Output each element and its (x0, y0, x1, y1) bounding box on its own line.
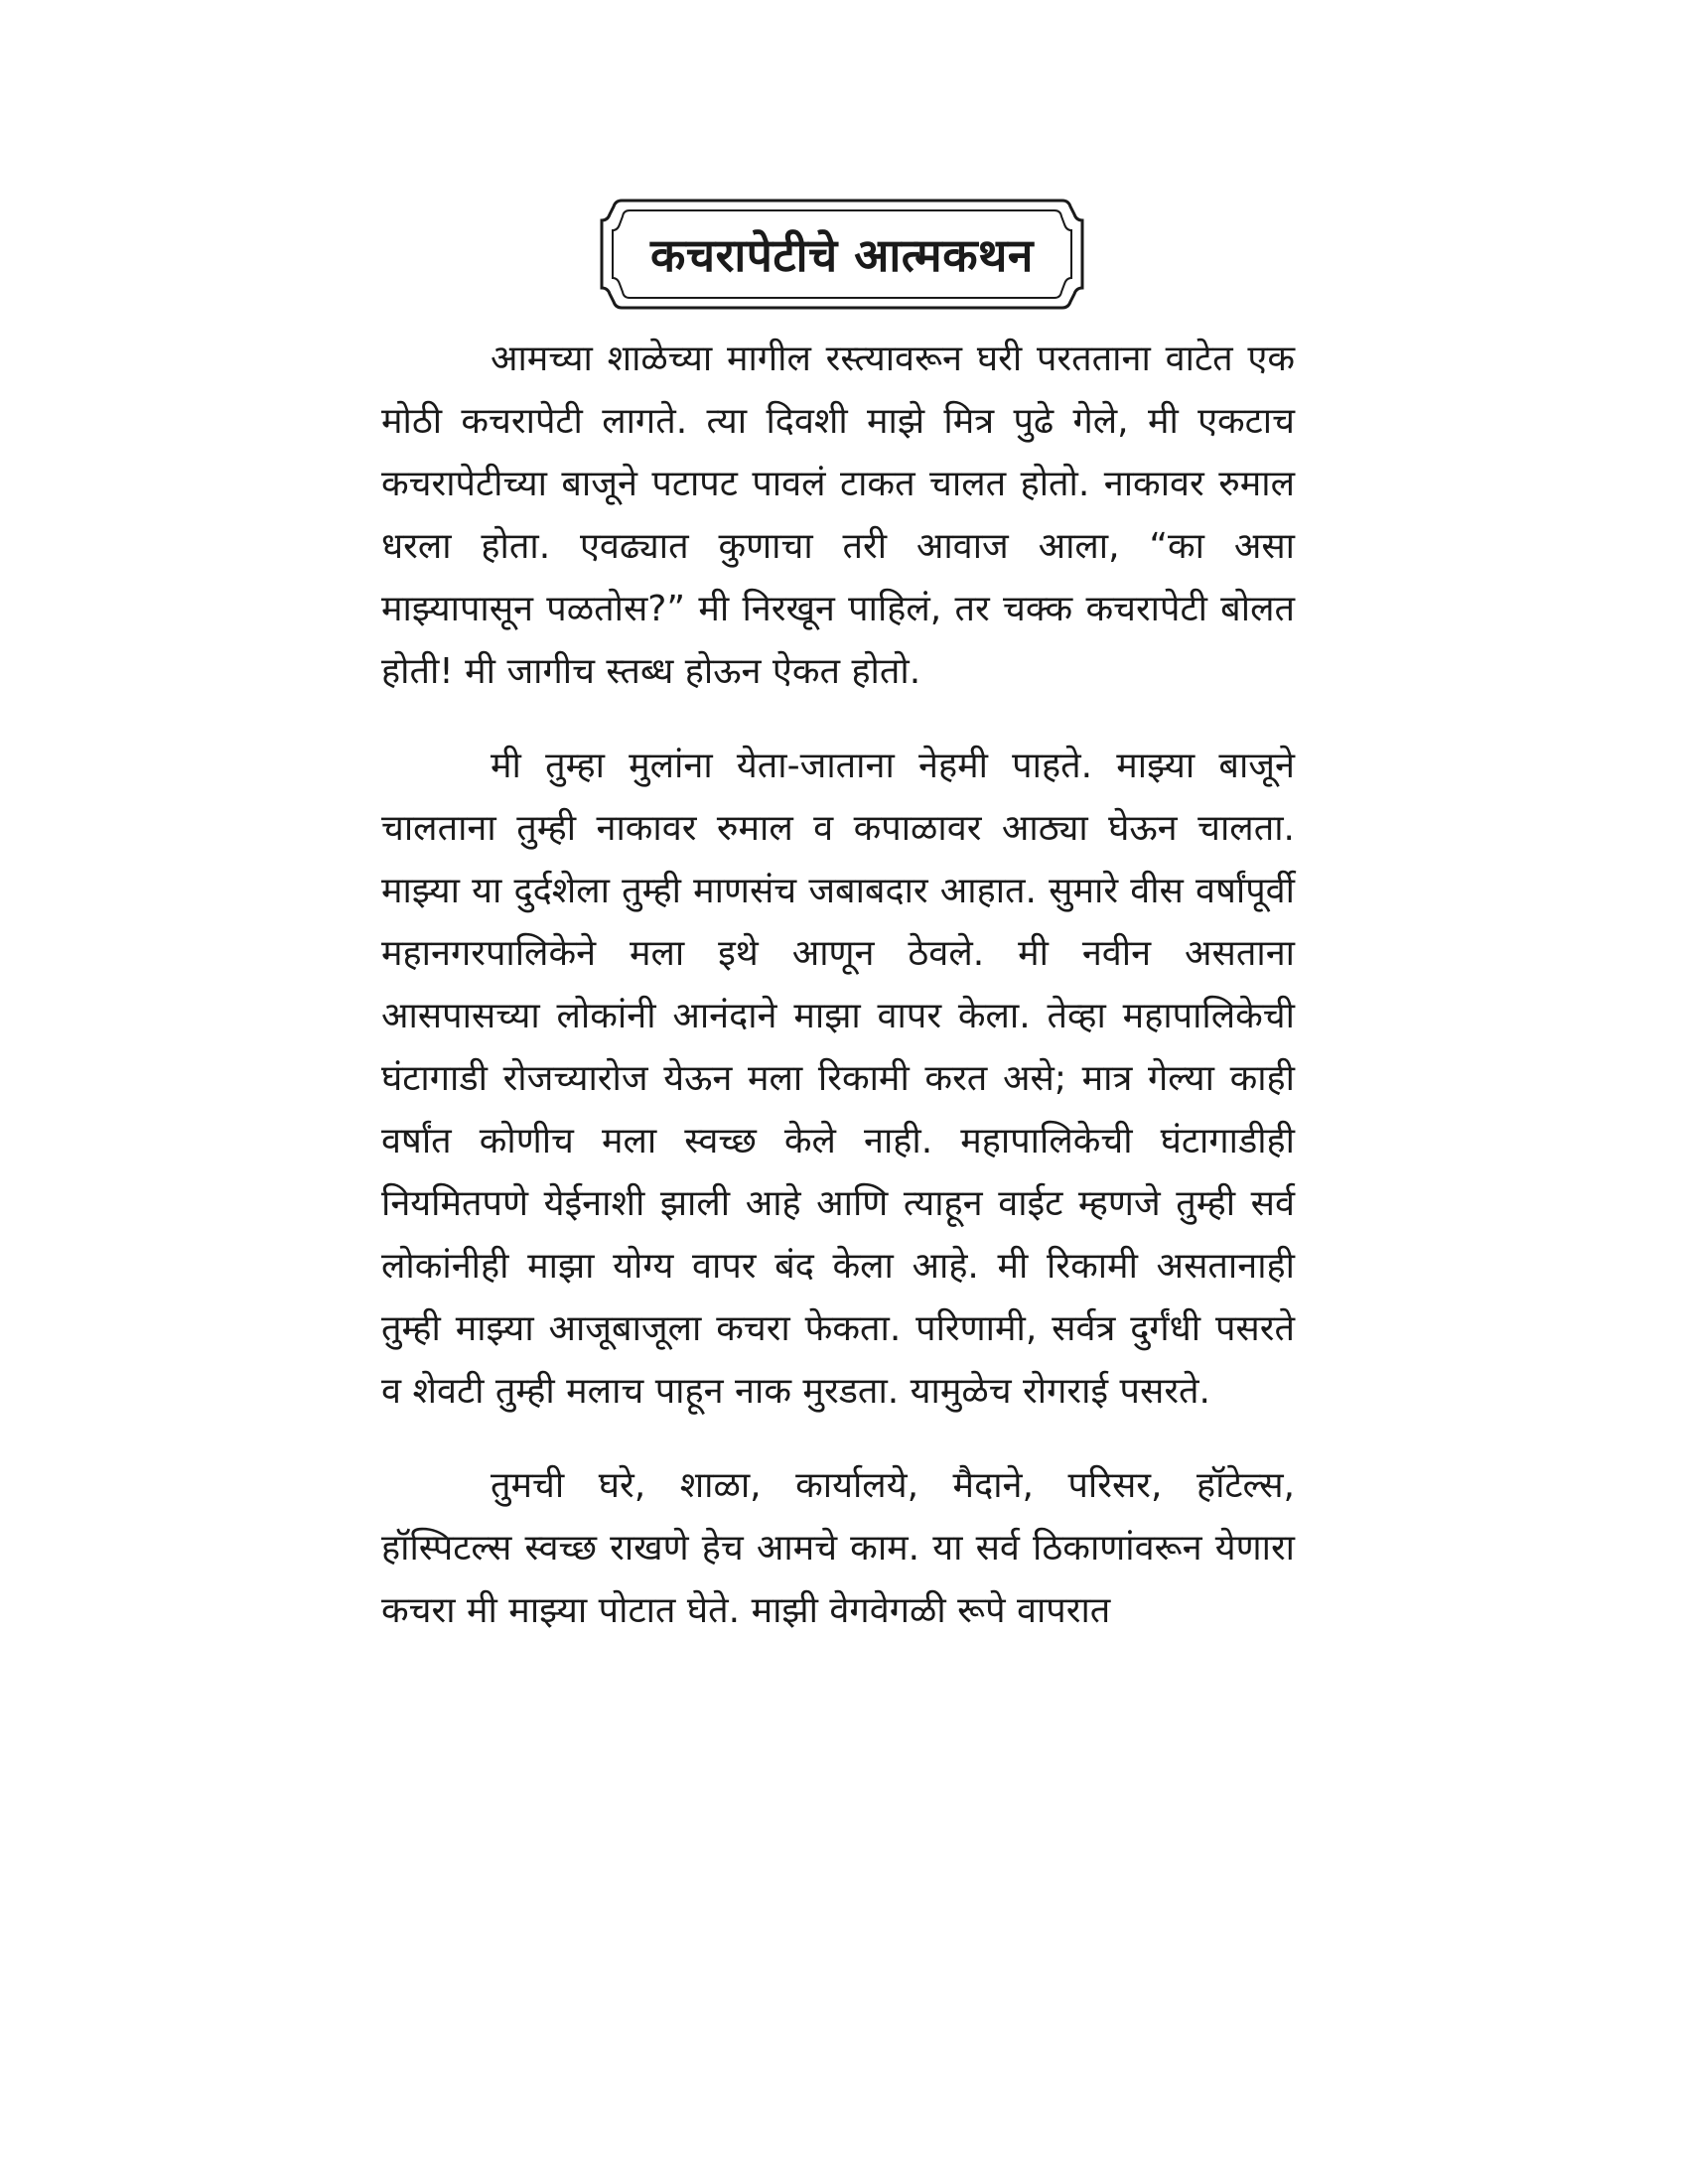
paragraph-2: मी तुम्हा मुलांना येता-जाताना नेहमी पाहते. माझ्या बाजूने चालताना तुम्ही नाकावर रुमाल व कपाळावर आठ्या घेऊन चालता. माझ्या या दुर्दशेला तुम्ही माणसंच जबाबदार आहात. सुमारे वीस वर्षांपूर्वी महानगरपालिकेने मला इथे आणून ठेवले. मी नवीन असताना आसपासच्या लोकांनी आनंदाने माझा वापर केला. तेव्हा महापालिकेची घंटागाडी रोजच्यारोज येऊन मला रिकामी करत असे; मात्र गेल्या काही वर्षांत कोणीच मला स्वच्छ केले नाही. महापालिकेची घंटागाडीही नियमितपणे येईनाशी झाली आहे आणि त्याहून वाईट म्हणजे तुम्ही सर्व लोकांनीही माझा योग्य वापर बंद केला आहे. मी रिकामी असतानाही तुम्ही माझ्या आजूबाजूला कचरा फेकता. परिणामी, सर्वत्र दुर्गंधी पसरते व शेवटी तुम्ही मलाच पाहून नाक मुरडता. यामुळेच रोगराई पसरते. (381, 746, 1295, 1412)
title-frame (594, 191, 1090, 318)
body-text (381, 328, 1295, 1674)
page-title: कचरापेटीचे आत्मकथन (650, 228, 1034, 282)
paragraph-1: आमच्या शाळेच्या मागील रस्त्यावरून घरी परतताना वाटेत एक मोठी कचरापेटी लागते. त्या दिवशी माझे मित्र पुढे गेले, मी एकटाच कचरापेटीच्या बाजूने पटापट पावलं टाकत चालत होतो. नाकावर रुमाल धरला होता. एवढ्यात कुणाचा तरी आवाज आला, “का असा माझ्यापासून पळतोस?” मी निरखून पाहिलं, तर चक्क कचरापेटी बोलत होती! मी जागीच स्तब्ध होऊन ऐकत होतो. (381, 339, 1295, 692)
paragraph-3: तुमची घरे, शाळा, कार्यालये, मैदाने, परिसर, हॉटेल्स, हॉस्पिटल्स स्वच्छ राखणे हेच आमचे काम. या सर्व ठिकाणांवरून येणारा कचरा मी माझ्या पोटात घेते. माझी वेगवेगळी रूपे वापरात (381, 1465, 1295, 1631)
